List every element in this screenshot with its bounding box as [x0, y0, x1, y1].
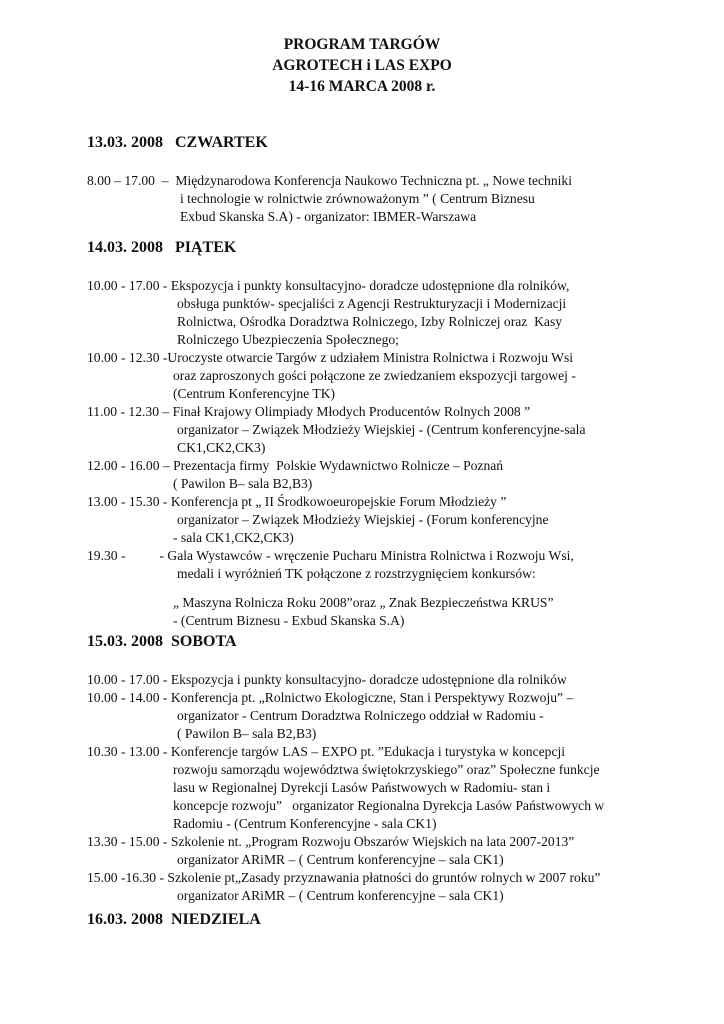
day-heading-thursday: 13.03. 2008 CZWARTEK — [87, 134, 268, 151]
day-heading-friday: 14.03. 2008 PIĄTEK — [87, 239, 237, 256]
schedule-line: Rolnictwa, Ośrodka Doradztwa Rolniczego, Izby Rolniczej oraz Kasy — [177, 314, 563, 329]
schedule-line: rozwoju samorządu województwa świętokrzyskiego” oraz” Społeczne funkcje — [173, 762, 600, 777]
day-heading-sunday: 16.03. 2008 NIEDZIELA — [87, 911, 261, 928]
schedule-line: ( Pawilon B– sala B2,B3) — [177, 726, 317, 741]
schedule-line: medali i wyróżnień TK połączone z rozstrzygnięciem konkursów: — [177, 566, 536, 581]
schedule-line: 10.00 - 17.00 - Ekspozycja i punkty konsultacyjno- doradcze udostępnione dla rolników — [87, 672, 567, 687]
schedule-line: (Centrum Konferencyjne TK) — [173, 386, 336, 401]
schedule-line: organizator – Związek Młodzieży Wiejskiej - (Forum konferencyjne — [177, 512, 549, 527]
schedule-line: „ Maszyna Rolnicza Roku 2008”oraz „ Znak Bezpieczeństwa KRUS” — [173, 595, 554, 610]
event-dates: 14-16 MARCA 2008 r. — [288, 78, 436, 95]
schedule-line: organizator – Związek Młodzieży Wiejskiej - (Centrum konferencyjne-sala — [177, 422, 586, 437]
schedule-line: ( Pawilon B– sala B2,B3) — [173, 476, 313, 491]
schedule-line: oraz zaproszonych gości połączone ze zwiedzaniem ekspozycji targowej - — [173, 368, 576, 383]
schedule-line: Radomiu - (Centrum Konferencyjne - sala CK1) — [173, 816, 437, 831]
schedule-line: obsługa punktów- specjaliści z Agencji Restrukturyzacji i Modernizacji — [177, 296, 567, 311]
schedule-line: 13.00 - 15.30 - Konferencja pt „ II Środkowoeuropejskie Forum Młodzieży ” — [87, 494, 507, 509]
schedule-line: Rolniczego Ubezpieczenia Społecznego; — [177, 332, 399, 347]
schedule-line: 10.00 - 14.00 - Konferencja pt. „Rolnictwo Ekologiczne, Stan i Perspektywy Rozwoju” – — [87, 690, 574, 705]
schedule-line: - sala CK1,CK2,CK3) — [173, 530, 294, 545]
schedule-line: 10.00 - 17.00 - Ekspozycja i punkty konsultacyjno- doradcze udostępnione dla rolników, — [87, 278, 570, 293]
schedule-line: 12.00 - 16.00 – Prezentacja firmy Polskie Wydawnictwo Rolnicze – Poznań — [87, 458, 504, 473]
schedule-line: 11.00 - 12.30 – Finał Krajowy Olimpiady Młodych Producentów Rolnych 2008 ” — [87, 404, 531, 419]
schedule-line: i technologie w rolnictwie zrównoważonym ” ( Centrum Biznesu — [180, 191, 535, 206]
schedule-line: 19.30 - - Gala Wystawców - wręczenie Pucharu Ministra Rolnictwa i Rozwoju Wsi, — [87, 548, 574, 563]
schedule-line: Exbud Skanska S.A) - organizator: IBMER-Warszawa — [180, 209, 477, 224]
day-heading-saturday: 15.03. 2008 SOBOTA — [87, 633, 237, 650]
schedule-line: 10.00 - 12.30 -Uroczyste otwarcie Targów z udziałem Ministra Rolnictwa i Rozwoju Wsi — [87, 350, 574, 365]
schedule-line: - (Centrum Biznesu - Exbud Skanska S.A) — [173, 613, 405, 628]
schedule-line: 13.30 - 15.00 - Szkolenie nt. „Program Rozwoju Obszarów Wiejskich na lata 2007-2013” — [87, 834, 575, 849]
schedule-line: 15.00 -16.30 - Szkolenie pt„Zasady przyznawania płatności do gruntów rolnych w 2007 roku” — [87, 870, 601, 885]
schedule-line: lasu w Regionalnej Dyrekcji Lasów Państwowych w Radomiu- stan i — [173, 780, 551, 795]
schedule-line: 10.30 - 13.00 - Konferencje targów LAS – EXPO pt. ”Edukacja i turystyka w koncepcji — [87, 744, 566, 759]
schedule-line: organizator ARiMR – ( Centrum konferencyjne – sala CK1) — [177, 852, 504, 867]
event-name: AGROTECH i LAS EXPO — [272, 57, 452, 74]
schedule-line: CK1,CK2,CK3) — [177, 440, 266, 455]
schedule-line: organizator - Centrum Doradztwa Rolniczego oddział w Radomiu - — [177, 708, 544, 723]
schedule-line: 8.00 – 17.00 – Międzynarodowa Konferencja Naukowo Techniczna pt. „ Nowe techniki — [87, 173, 573, 188]
schedule-line: organizator ARiMR – ( Centrum konferencyjne – sala CK1) — [177, 888, 504, 903]
program-title: PROGRAM TARGÓW — [283, 36, 441, 53]
schedule-line: koncepcje rozwoju” organizator Regionalna Dyrekcja Lasów Państwowych w — [173, 798, 605, 813]
